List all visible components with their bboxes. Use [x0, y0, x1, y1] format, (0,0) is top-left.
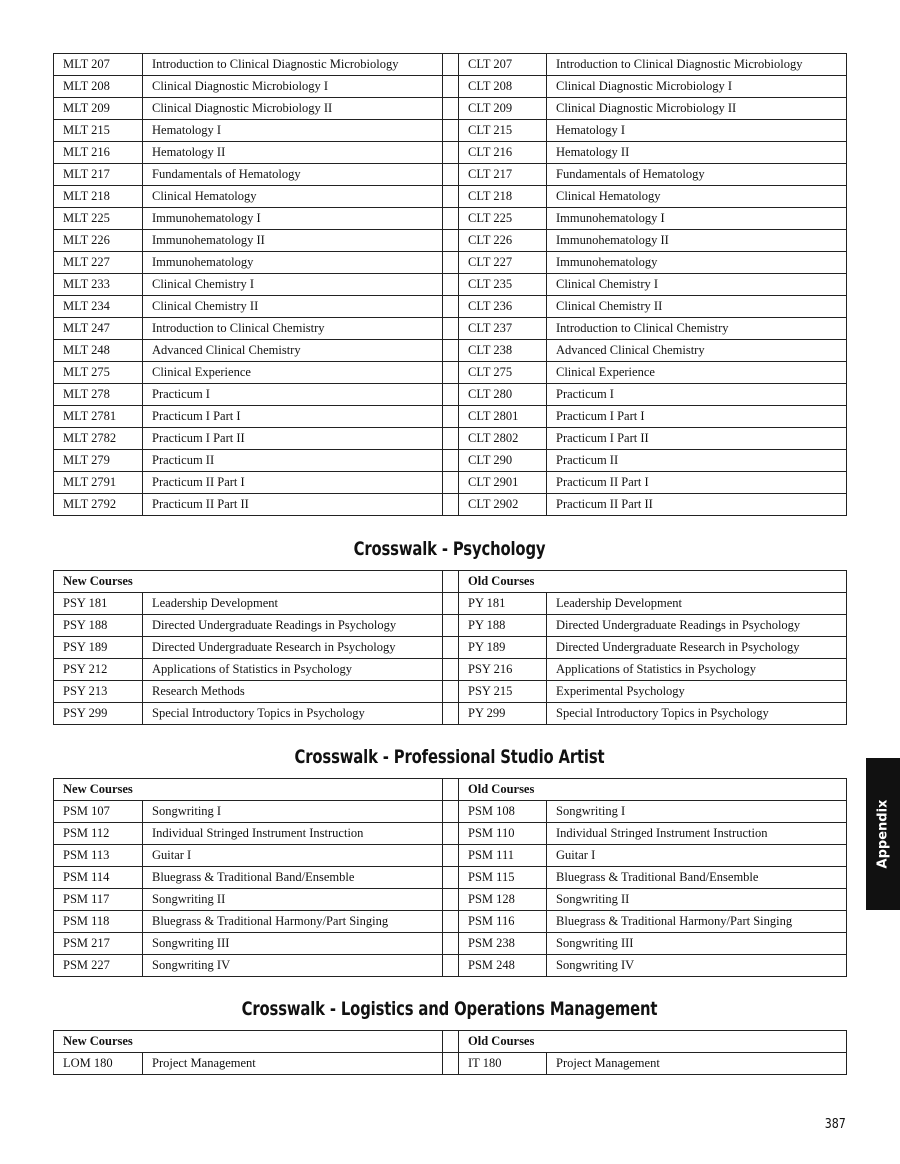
column-gap [443, 867, 459, 889]
new-course-code: MLT 2791 [54, 472, 143, 494]
old-course-code: CLT 237 [459, 318, 547, 340]
old-course-code: CLT 275 [459, 362, 547, 384]
column-gap [443, 1031, 459, 1053]
table-row [54, 823, 847, 845]
new-course-code: PSM 112 [54, 823, 143, 845]
new-course-title: Practicum I Part II [143, 428, 443, 450]
table-row [54, 98, 847, 120]
new-course-code: MLT 225 [54, 208, 143, 230]
column-gap [443, 593, 459, 615]
new-course-title: Songwriting IV [143, 955, 443, 977]
table-row [54, 593, 847, 615]
table-row [54, 340, 847, 362]
old-course-code: PY 188 [459, 615, 547, 637]
table-row [54, 450, 847, 472]
old-course-title: Practicum II Part I [547, 472, 847, 494]
old-course-code: PSY 215 [459, 681, 547, 703]
new-course-code: PSY 188 [54, 615, 143, 637]
table-row [54, 494, 847, 516]
column-gap [443, 681, 459, 703]
new-course-code: MLT 218 [54, 186, 143, 208]
old-courses-header: Old Courses [459, 1031, 847, 1053]
old-course-title: Leadership Development [547, 593, 847, 615]
column-gap [443, 76, 459, 98]
column-gap [443, 318, 459, 340]
new-course-code: PSM 117 [54, 889, 143, 911]
table-row [54, 472, 847, 494]
new-course-title: Applications of Statistics in Psychology [143, 659, 443, 681]
column-gap [443, 450, 459, 472]
old-course-title: Directed Undergraduate Research in Psychology [547, 637, 847, 659]
old-course-code: CLT 280 [459, 384, 547, 406]
old-courses-header: Old Courses [459, 779, 847, 801]
new-course-code: PSY 181 [54, 593, 143, 615]
column-gap [443, 933, 459, 955]
new-course-code: PSM 217 [54, 933, 143, 955]
old-course-title: Directed Undergraduate Readings in Psychology [547, 615, 847, 637]
old-course-code: PSM 115 [459, 867, 547, 889]
new-course-code: MLT 233 [54, 274, 143, 296]
new-course-title: Immunohematology II [143, 230, 443, 252]
new-course-title: Clinical Hematology [143, 186, 443, 208]
old-course-title: Practicum I Part II [547, 428, 847, 450]
old-course-title: Bluegrass & Traditional Band/Ensemble [547, 867, 847, 889]
psychology-section-title: Crosswalk - Psychology [353, 538, 546, 560]
old-course-code: CLT 217 [459, 164, 547, 186]
table-row [54, 76, 847, 98]
table-row [54, 1053, 847, 1075]
new-course-code: MLT 227 [54, 252, 143, 274]
old-course-title: Practicum I [547, 384, 847, 406]
old-course-title: Clinical Chemistry I [547, 274, 847, 296]
old-course-code: CLT 2802 [459, 428, 547, 450]
old-course-title: Songwriting IV [547, 955, 847, 977]
old-course-code: CLT 207 [459, 54, 547, 76]
table-row [54, 186, 847, 208]
old-course-title: Hematology I [547, 120, 847, 142]
mlt-crosswalk-table [53, 53, 847, 516]
old-course-title: Bluegrass & Traditional Harmony/Part Singing [547, 911, 847, 933]
new-course-title: Hematology II [143, 142, 443, 164]
table-row [54, 362, 847, 384]
new-course-title: Bluegrass & Traditional Band/Ensemble [143, 867, 443, 889]
old-course-title: Introduction to Clinical Diagnostic Microbiology [547, 54, 847, 76]
table-row [54, 164, 847, 186]
new-course-title: Clinical Experience [143, 362, 443, 384]
table-row [54, 703, 847, 725]
new-course-title: Practicum II Part I [143, 472, 443, 494]
column-gap [443, 274, 459, 296]
column-gap [443, 779, 459, 801]
column-gap [443, 1053, 459, 1075]
old-course-code: PY 299 [459, 703, 547, 725]
old-course-code: CLT 226 [459, 230, 547, 252]
new-course-code: MLT 2781 [54, 406, 143, 428]
column-gap [443, 494, 459, 516]
table-row [54, 911, 847, 933]
column-gap [443, 120, 459, 142]
old-course-code: CLT 2902 [459, 494, 547, 516]
new-course-title: Special Introductory Topics in Psychology [143, 703, 443, 725]
old-course-title: Hematology II [547, 142, 847, 164]
table-row [54, 274, 847, 296]
new-course-title: Clinical Chemistry II [143, 296, 443, 318]
new-course-title: Immunohematology [143, 252, 443, 274]
psychology-crosswalk-table [53, 570, 847, 725]
old-course-title: Songwriting I [547, 801, 847, 823]
table-row [54, 659, 847, 681]
column-gap [443, 659, 459, 681]
new-course-code: MLT 208 [54, 76, 143, 98]
column-gap [443, 637, 459, 659]
column-gap [443, 911, 459, 933]
new-course-title: Directed Undergraduate Readings in Psychology [143, 615, 443, 637]
old-course-title: Individual Stringed Instrument Instruction [547, 823, 847, 845]
old-course-code: PSM 238 [459, 933, 547, 955]
table-row [54, 318, 847, 340]
old-course-title: Special Introductory Topics in Psychology [547, 703, 847, 725]
new-course-code: PSM 227 [54, 955, 143, 977]
new-courses-header: New Courses [54, 571, 443, 593]
table-row [54, 955, 847, 977]
column-gap [443, 230, 459, 252]
new-course-code: LOM 180 [54, 1053, 143, 1075]
table-row [54, 889, 847, 911]
old-course-code: CLT 218 [459, 186, 547, 208]
old-course-code: PSM 116 [459, 911, 547, 933]
old-course-title: Fundamentals of Hematology [547, 164, 847, 186]
old-course-code: CLT 235 [459, 274, 547, 296]
old-course-title: Clinical Diagnostic Microbiology II [547, 98, 847, 120]
new-course-code: MLT 234 [54, 296, 143, 318]
studio-artist-section-title: Crosswalk - Professional Studio Artist [294, 746, 605, 768]
new-course-code: PSY 299 [54, 703, 143, 725]
old-course-code: CLT 290 [459, 450, 547, 472]
old-course-code: CLT 236 [459, 296, 547, 318]
new-course-code: MLT 215 [54, 120, 143, 142]
new-course-code: PSY 212 [54, 659, 143, 681]
table-row [54, 252, 847, 274]
old-course-title: Clinical Chemistry II [547, 296, 847, 318]
old-course-code: CLT 208 [459, 76, 547, 98]
old-course-title: Introduction to Clinical Chemistry [547, 318, 847, 340]
table-header-row [54, 571, 847, 593]
old-course-title: Clinical Experience [547, 362, 847, 384]
column-gap [443, 615, 459, 637]
appendix-side-tab [866, 758, 900, 910]
old-course-code: CLT 216 [459, 142, 547, 164]
new-course-title: Clinical Chemistry I [143, 274, 443, 296]
old-course-code: PY 181 [459, 593, 547, 615]
old-course-code: CLT 215 [459, 120, 547, 142]
new-course-title: Introduction to Clinical Chemistry [143, 318, 443, 340]
column-gap [443, 823, 459, 845]
table-row [54, 406, 847, 428]
old-course-code: PSY 216 [459, 659, 547, 681]
column-gap [443, 801, 459, 823]
column-gap [443, 362, 459, 384]
old-course-title: Immunohematology [547, 252, 847, 274]
logistics-section-title: Crosswalk - Logistics and Operations Management [241, 998, 658, 1020]
old-course-title: Guitar I [547, 845, 847, 867]
table-row [54, 637, 847, 659]
new-course-code: MLT 279 [54, 450, 143, 472]
new-course-title: Practicum I Part I [143, 406, 443, 428]
old-course-code: CLT 225 [459, 208, 547, 230]
new-course-code: MLT 248 [54, 340, 143, 362]
old-courses-header: Old Courses [459, 571, 847, 593]
table-row [54, 208, 847, 230]
table-row [54, 54, 847, 76]
column-gap [443, 845, 459, 867]
column-gap [443, 54, 459, 76]
new-course-title: Hematology I [143, 120, 443, 142]
column-gap [443, 571, 459, 593]
column-gap [443, 703, 459, 725]
table-row [54, 933, 847, 955]
table-row [54, 801, 847, 823]
table-row [54, 384, 847, 406]
old-course-code: PSM 128 [459, 889, 547, 911]
new-course-title: Clinical Diagnostic Microbiology II [143, 98, 443, 120]
old-course-title: Clinical Hematology [547, 186, 847, 208]
new-course-code: MLT 275 [54, 362, 143, 384]
old-course-title: Advanced Clinical Chemistry [547, 340, 847, 362]
column-gap [443, 889, 459, 911]
table-row [54, 120, 847, 142]
table-row [54, 428, 847, 450]
new-courses-header: New Courses [54, 779, 443, 801]
column-gap [443, 384, 459, 406]
table-row [54, 867, 847, 889]
logistics-crosswalk-table [53, 1030, 847, 1075]
old-course-title: Applications of Statistics in Psychology [547, 659, 847, 681]
old-course-title: Clinical Diagnostic Microbiology I [547, 76, 847, 98]
page-number: 387 [824, 1117, 846, 1132]
new-course-code: MLT 278 [54, 384, 143, 406]
new-course-title: Songwriting II [143, 889, 443, 911]
new-course-title: Advanced Clinical Chemistry [143, 340, 443, 362]
column-gap [443, 164, 459, 186]
new-course-title: Practicum I [143, 384, 443, 406]
table-row [54, 230, 847, 252]
new-course-code: PSY 189 [54, 637, 143, 659]
old-course-code: CLT 227 [459, 252, 547, 274]
column-gap [443, 186, 459, 208]
column-gap [443, 428, 459, 450]
new-course-code: MLT 217 [54, 164, 143, 186]
column-gap [443, 208, 459, 230]
old-course-code: IT 180 [459, 1053, 547, 1075]
column-gap [443, 472, 459, 494]
table-header-row [54, 1031, 847, 1053]
new-course-title: Leadership Development [143, 593, 443, 615]
new-course-code: MLT 2792 [54, 494, 143, 516]
new-course-code: MLT 209 [54, 98, 143, 120]
table-row [54, 845, 847, 867]
new-course-code: PSM 118 [54, 911, 143, 933]
column-gap [443, 252, 459, 274]
column-gap [443, 340, 459, 362]
column-gap [443, 98, 459, 120]
old-course-code: CLT 2801 [459, 406, 547, 428]
old-course-title: Practicum II Part II [547, 494, 847, 516]
table-row [54, 296, 847, 318]
new-course-title: Clinical Diagnostic Microbiology I [143, 76, 443, 98]
new-course-title: Introduction to Clinical Diagnostic Microbiology [143, 54, 443, 76]
new-course-title: Practicum II [143, 450, 443, 472]
new-course-title: Fundamentals of Hematology [143, 164, 443, 186]
old-course-title: Practicum II [547, 450, 847, 472]
old-course-code: CLT 2901 [459, 472, 547, 494]
new-course-code: PSM 107 [54, 801, 143, 823]
new-course-code: PSM 114 [54, 867, 143, 889]
new-courses-header: New Courses [54, 1031, 443, 1053]
new-course-code: MLT 207 [54, 54, 143, 76]
old-course-code: PY 189 [459, 637, 547, 659]
new-course-title: Bluegrass & Traditional Harmony/Part Singing [143, 911, 443, 933]
old-course-title: Project Management [547, 1053, 847, 1075]
old-course-title: Songwriting III [547, 933, 847, 955]
column-gap [443, 296, 459, 318]
new-course-code: PSM 113 [54, 845, 143, 867]
new-course-title: Research Methods [143, 681, 443, 703]
old-course-code: CLT 209 [459, 98, 547, 120]
new-course-title: Songwriting III [143, 933, 443, 955]
table-row [54, 142, 847, 164]
new-course-title: Directed Undergraduate Research in Psychology [143, 637, 443, 659]
new-course-title: Songwriting I [143, 801, 443, 823]
new-course-code: MLT 216 [54, 142, 143, 164]
column-gap [443, 142, 459, 164]
table-row [54, 615, 847, 637]
old-course-title: Immunohematology II [547, 230, 847, 252]
table-row [54, 681, 847, 703]
new-course-title: Practicum II Part II [143, 494, 443, 516]
old-course-title: Experimental Psychology [547, 681, 847, 703]
old-course-title: Immunohematology I [547, 208, 847, 230]
old-course-title: Practicum I Part I [547, 406, 847, 428]
new-course-code: PSY 213 [54, 681, 143, 703]
new-course-code: MLT 226 [54, 230, 143, 252]
column-gap [443, 406, 459, 428]
new-course-title: Individual Stringed Instrument Instruction [143, 823, 443, 845]
old-course-code: PSM 110 [459, 823, 547, 845]
table-header-row [54, 779, 847, 801]
new-course-title: Guitar I [143, 845, 443, 867]
new-course-title: Immunohematology I [143, 208, 443, 230]
column-gap [443, 955, 459, 977]
old-course-code: PSM 248 [459, 955, 547, 977]
old-course-code: PSM 108 [459, 801, 547, 823]
old-course-code: CLT 238 [459, 340, 547, 362]
new-course-code: MLT 247 [54, 318, 143, 340]
studio-artist-crosswalk-table [53, 778, 847, 977]
old-course-title: Songwriting II [547, 889, 847, 911]
new-course-title: Project Management [143, 1053, 443, 1075]
old-course-code: PSM 111 [459, 845, 547, 867]
appendix-tab-label: Appendix [875, 799, 891, 869]
new-course-code: MLT 2782 [54, 428, 143, 450]
